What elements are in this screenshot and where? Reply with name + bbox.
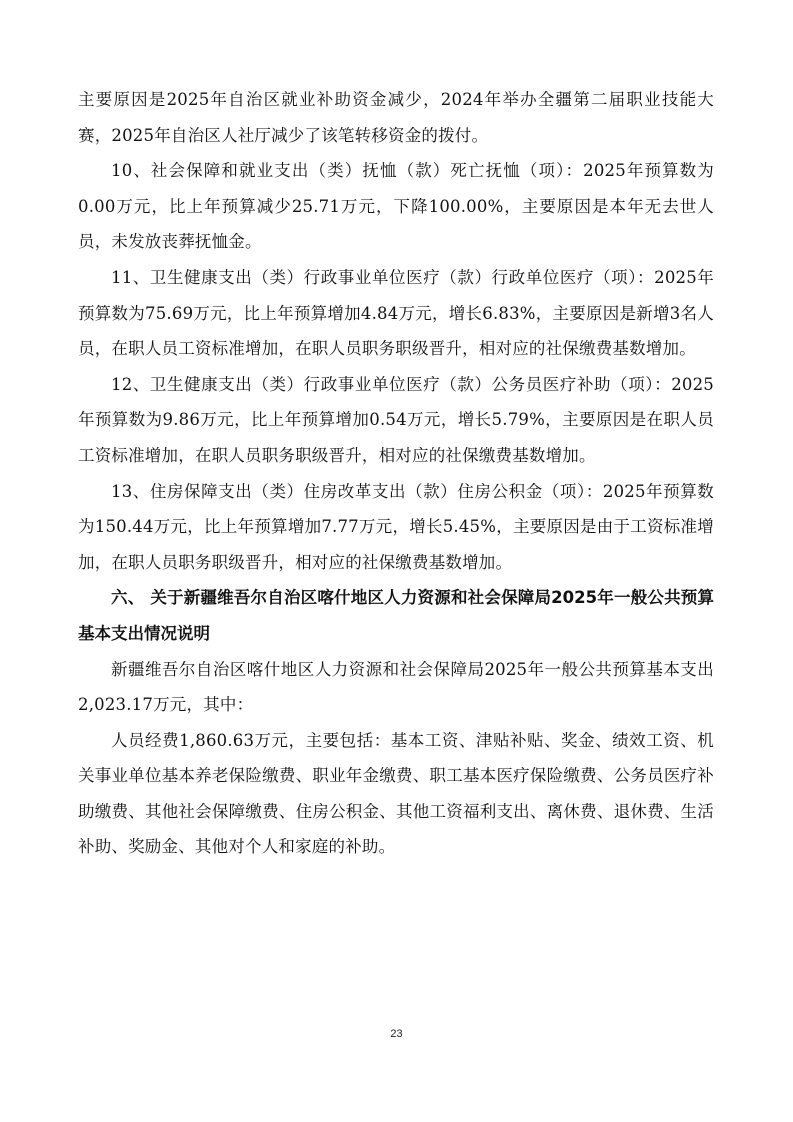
paragraph-basic-expenditure: 新疆维吾尔自治区喀什地区人力资源和社会保障局2025年一般公共预算基本支出2,023.17万元，其中： [78, 659, 714, 715]
paragraph-item-13: 13、住房保障支出（类）住房改革支出（款）住房公积金（项）：2025年预算数为150.44万元，比上年预算增加7.77万元，增长5.45%，主要原因是由于工资标准增加，在职人员职务职级晋升，相对应的社保缴费基数增加。 [78, 481, 714, 572]
paragraph-item-11: 11、卫生健康支出（类）行政事业单位医疗（款）行政单位医疗（项）：2025年预算数为75.69万元，比上年预算增加4.84万元，增长6.83%，主要原因是新增3名人员，在职人员工资标准增加，在职人员职务职级晋升，相对应的社保缴费基数增加。 [78, 267, 714, 359]
paragraph-item-10: 10、社会保障和就业支出（类）抚恤（款）死亡抚恤（项）：2025年预算数为0.00万元，比上年预算减少25.71万元，下降100.00%，主要原因是本年无去世人员，未发放丧葬抚恤金。 [78, 161, 714, 252]
page-number: 23 [390, 1028, 403, 1040]
document-body [78, 82, 714, 865]
section-heading: 六、 关于新疆维吾尔自治区喀什地区人力资源和社会保障局2025年一般公共预算基本支出情况说明 [78, 588, 714, 643]
paragraph-continuation: 主要原因是2025年自治区就业补助资金减少，2024年举办全疆第二届职业技能大赛，2025年自治区人社厅减少了该笔转移资金的拨付。 [78, 90, 714, 145]
paragraph-item-12: 12、卫生健康支出（类）行政事业单位医疗（款）公务员医疗补助（项）：2025年预算数为9.86万元，比上年预算增加0.54万元，增长5.79%，主要原因是在职人员工资标准增加，在职人员职务职级晋升，相对应的社保缴费基数增加。 [78, 374, 714, 465]
paragraph-personnel-expenses: 人员经费1,860.63万元，主要包括：基本工资、津贴补贴、奖金、绩效工资、机关事业单位基本养老保险缴费、职业年金缴费、职工基本医疗保险缴费、公务员医疗补助缴费、其他社会保障缴费、住房公积金、其他工资福利支出、离休费、退休费、生活补助、奖励金、其他对个人和家庭的补助。 [78, 730, 714, 857]
